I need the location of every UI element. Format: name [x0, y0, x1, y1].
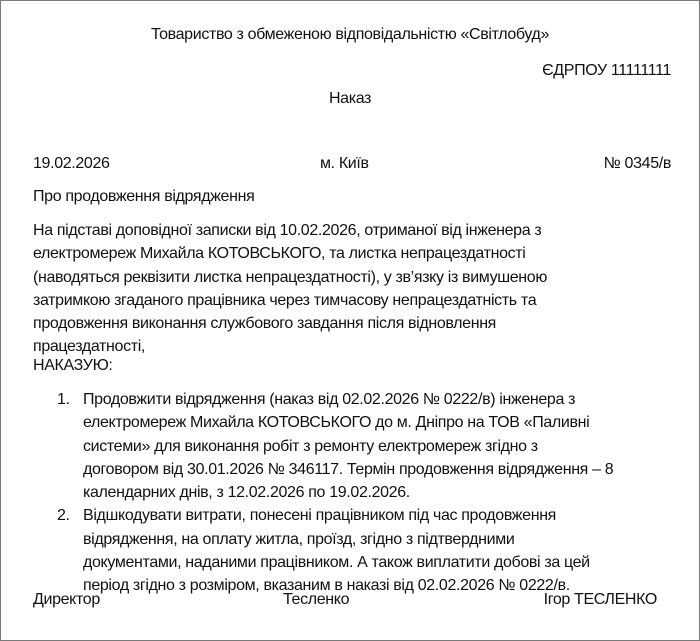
order-item-number: 2.: [57, 507, 70, 525]
order-item-number: 1.: [57, 391, 70, 408]
document-type-title: Наказ: [328, 90, 372, 107]
order-item: [33, 388, 673, 504]
signatory-signature: Тесленко: [283, 591, 350, 608]
order-heading: НАКАЗУЮ:: [33, 357, 113, 374]
preamble-line: працездатності,: [33, 338, 146, 356]
document-number: № 0345/в: [603, 155, 671, 172]
preamble-line: електромереж Михайла КОТОВСЬКОГО, та листка непрацездатності: [33, 245, 526, 263]
preamble-line: продовження виконання службового завдання після відновлення: [33, 315, 496, 333]
order-item-line: Продовжити відрядження (наказ від 02.02.2026 № 0222/в) інженера з: [83, 391, 576, 408]
order-item-line: календарних днів, з 12.02.2026 по 19.02.2026.: [83, 484, 410, 502]
signature-block: [33, 590, 657, 610]
order-item-line: відрядження, на оплату житла, проїзд, згідно з підтвердними: [83, 530, 515, 548]
order-item-line: документами, наданими працівником. А також виплатити добові за цей: [83, 554, 590, 572]
document-date: 19.02.2026: [33, 155, 110, 172]
order-item-line: Відшкодувати витрати, понесені працівником під час продовження: [83, 507, 556, 525]
order-item-line: договором від 30.01.2026 № 346117. Термін продовження відрядження – 8: [83, 460, 614, 478]
company-name: Товариство з обмеженою відповідальністю «Світлобуд»: [150, 26, 550, 43]
document-subject: Про продовження відрядження: [33, 188, 255, 205]
signatory-name: Ігор ТЕСЛЕНКО: [543, 591, 657, 608]
order-item-line: системи» для виконання робіт з ремонту електромереж згідно з: [83, 437, 538, 455]
document-meta-row: [33, 154, 671, 174]
order-item-line: електромереж Михайла КОТОВСЬКОГО до м. Дніпро на ТОВ «Паливні: [83, 414, 590, 432]
signatory-position: Директор: [33, 591, 100, 608]
order-item: [33, 504, 673, 597]
edrpou-code: ЄДРПОУ 11111111: [542, 62, 671, 79]
preamble-paragraph: [33, 219, 673, 359]
document-city: м. Київ: [320, 155, 369, 172]
order-items-list: [33, 388, 673, 598]
order-item-line: період згідно з розміром, вказаним в наказі від 02.02.2026 № 0222/в.: [83, 577, 570, 595]
preamble-line: (наводяться реквізити листка непрацездатності), у зв’язку із вимушеною: [33, 268, 547, 286]
preamble-line: затримкою згаданого працівника через тимчасову непрацездатність та: [33, 291, 537, 309]
preamble-line: На підставі доповідної записки від 10.02.2026, отриманої від інженера з: [33, 222, 542, 239]
